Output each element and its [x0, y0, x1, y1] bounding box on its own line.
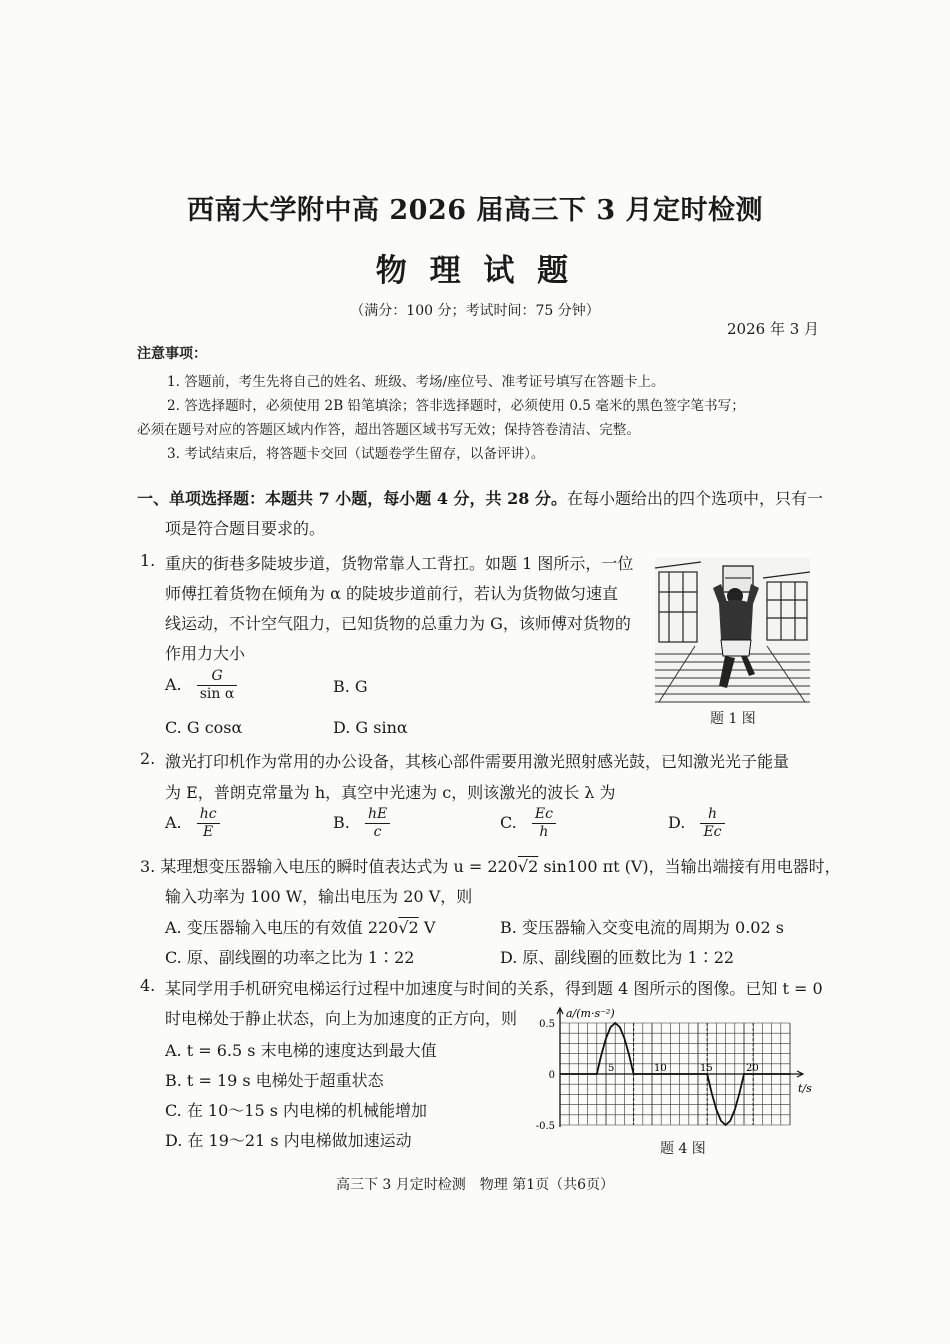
q3-option-a-a: A. 变压器输入电压的有效值 220	[165, 918, 399, 937]
q1-line-2: 师傅扛着货物在倾角为 α 的陡坡步道前行，若认为货物做匀速直	[165, 584, 618, 603]
notice-line-1: 1. 答题前，考生先将自己的姓名、班级、考场/座位号、准考证号填写在答题卡上。	[167, 374, 665, 390]
section-heading	[137, 486, 823, 509]
q3-option-a[interactable]	[165, 915, 435, 938]
q2-option-b-num: hE	[365, 806, 390, 824]
q1-figure-porter-illustration	[655, 558, 810, 703]
q3-line-2: 输入功率为 100 W，输出电压为 20 V，则	[165, 887, 473, 906]
q2-option-c[interactable]	[500, 806, 556, 841]
chart-curve	[560, 1023, 790, 1125]
q1-option-b[interactable]: B. G	[333, 677, 368, 696]
notice-line-3: 必须在题号对应的答题区域内作答，超出答题区域书写无效；保持答卷清洁、完整。	[137, 422, 640, 438]
q1-line-1: 重庆的街巷多陡坡步道，货物常靠人工背扛。如题 1 图所示，一位	[165, 554, 634, 573]
score-time-info: （满分：100 分；考试时间：75 分钟）	[350, 303, 600, 319]
q2-line-1: 激光打印机作为常用的办公设备，其核心部件需要用激光照射感光鼓，已知激光光子能量	[165, 752, 790, 771]
q1-line-3: 线运动，不计空气阻力，已知货物的总重力为 G，该师傅对货物的	[165, 614, 631, 633]
q4-line-1: 某同学用手机研究电梯运行过程中加速度与时间的关系，得到题 4 图所示的图像。已知 t = 0	[165, 979, 823, 998]
q4-acceleration-time-chart	[520, 1003, 820, 1135]
q2-option-b-label: B.	[333, 813, 350, 832]
q2-option-b-den: c	[373, 824, 382, 840]
page-footer: 高三下 3 月定时检测 物理 第1页（共6页）	[335, 1177, 615, 1193]
q2-number: 2.	[140, 749, 156, 768]
chart-x-axis-label: t/s	[798, 1082, 812, 1095]
x-tick-label: 5	[608, 1063, 615, 1074]
q3-option-d[interactable]: D. 原、副线圈的匝数比为 1∶22	[500, 948, 735, 967]
q1-number: 1.	[140, 551, 156, 570]
q2-option-d-label: D.	[668, 813, 686, 832]
q1-line-4: 作用力大小	[165, 644, 246, 663]
q1-option-c[interactable]: C. G cosα	[165, 718, 243, 737]
q2-option-a-num: hc	[197, 806, 220, 824]
x-tick-label: 10	[654, 1063, 667, 1074]
q3-option-a-b: V	[418, 918, 436, 937]
q2-option-d-num: h	[700, 806, 724, 824]
q1-option-a-den: sin α	[199, 686, 235, 702]
q2-option-c-label: C.	[500, 813, 517, 832]
q1-figure-caption: 题 1 图	[710, 711, 756, 727]
q1-option-d[interactable]: D. G sinα	[333, 718, 408, 737]
y-tick-label: -0.5	[535, 1121, 555, 1132]
q2-option-d[interactable]	[668, 806, 725, 841]
q3-line-1-sqrt: √2	[517, 857, 539, 876]
section-heading-bold: 一、单项选择题：本题共 7 小题，每小题 4 分，共 28 分。	[137, 489, 567, 508]
q2-option-b-fraction	[365, 806, 390, 841]
q4-option-d[interactable]: D. 在 19～21 s 内电梯做加速运动	[165, 1131, 412, 1150]
q4-option-a[interactable]: A. t = 6.5 s 末电梯的速度达到最大值	[165, 1041, 437, 1060]
q4-number: 4.	[140, 976, 156, 995]
notice-heading: 注意事项：	[137, 346, 207, 362]
q1-option-a[interactable]	[165, 668, 237, 703]
notice-line-4: 3. 考试结束后，将答题卡交回（试题卷学生留存，以备评讲）。	[167, 446, 545, 462]
q3-option-c[interactable]: C. 原、副线圈的功率之比为 1∶22	[165, 948, 415, 967]
q1-option-a-num: G	[197, 668, 238, 686]
series-line	[560, 1023, 790, 1125]
section-heading-line2: 项是符合题目要求的。	[165, 519, 326, 538]
q3-line-1-b: sin100 πt (V)，当输出端接有用电器时，	[538, 857, 841, 876]
q4-option-b[interactable]: B. t = 19 s 电梯处于超重状态	[165, 1071, 384, 1090]
q2-option-d-den: Ec	[703, 824, 722, 840]
notice-line-2: 2. 答选择题时，必须使用 2B 铅笔填涂；答非选择题时，必须使用 0.5 毫米的黑色签字笔书写；	[167, 398, 745, 414]
q2-option-c-num: Ec	[532, 806, 556, 824]
q3-option-b[interactable]: B. 变压器输入交变电流的周期为 0.02 s	[500, 918, 784, 937]
q3-line-1-a: 3. 某理想变压器输入电压的瞬时值表达式为 u = 220	[140, 857, 518, 876]
q1-option-a-fraction	[197, 668, 238, 703]
chart-y-axis-label: a/(m·s⁻²)	[566, 1007, 615, 1020]
x-tick-label: 20	[746, 1063, 759, 1074]
q4-line-2: 时电梯处于静止状态，向上为加速度的正方向，则	[165, 1009, 518, 1028]
y-tick-label: 0	[548, 1070, 555, 1081]
q2-option-b[interactable]	[333, 806, 390, 841]
q3-option-a-sqrt: √2	[398, 918, 419, 937]
q2-option-d-fraction	[700, 806, 724, 841]
q2-option-a-den: E	[203, 824, 214, 840]
q2-option-a[interactable]	[165, 806, 220, 841]
y-tick-label: 0.5	[539, 1019, 555, 1030]
x-tick-label: 15	[700, 1063, 713, 1074]
chart-axes	[557, 1008, 803, 1127]
exam-title: 西南大学附中高 2026 届高三下 3 月定时检测	[186, 195, 764, 226]
q2-option-a-fraction	[197, 806, 220, 841]
q2-option-c-fraction	[532, 806, 556, 841]
exam-date: 2026 年 3 月	[727, 320, 820, 338]
section-heading-rest: 在每小题给出的四个选项中，只有一	[566, 489, 823, 508]
q4-option-c[interactable]: C. 在 10～15 s 内电梯的机械能增加	[165, 1101, 428, 1120]
q4-figure-caption: 题 4 图	[660, 1141, 706, 1157]
q2-option-a-label: A.	[165, 813, 182, 832]
subject-title: 物 理 试 题	[375, 253, 575, 289]
q2-line-2: 为 E，普朗克常量为 h，真空中光速为 c，则该激光的波长 λ 为	[165, 783, 616, 802]
q3-line-1	[140, 854, 841, 877]
q1-option-a-label: A.	[165, 675, 182, 694]
q2-option-c-den: h	[539, 824, 549, 840]
